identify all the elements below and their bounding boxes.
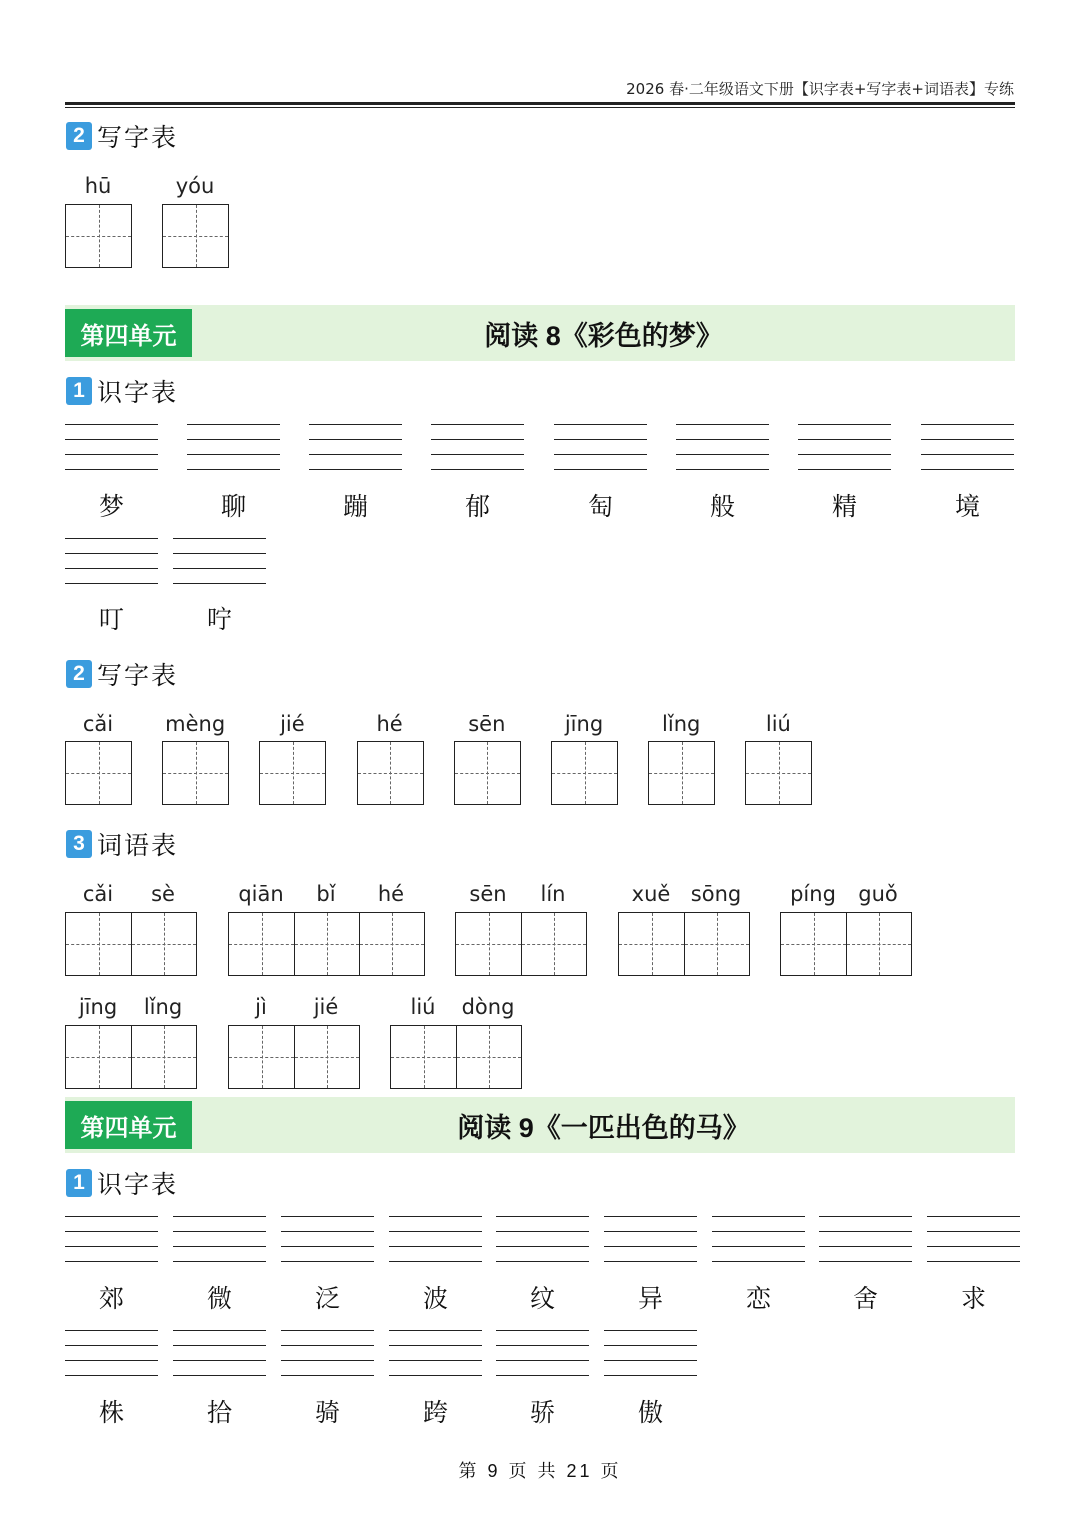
- pinyin-writing-lines[interactable]: [309, 424, 402, 470]
- pinyin-writing-lines[interactable]: [927, 1216, 1020, 1262]
- pinyin-label: jié: [313, 995, 339, 1019]
- recognize-char: 波: [422, 1284, 448, 1313]
- page-number: 第 9 页 共 21 页: [458, 1461, 622, 1481]
- recognize-char: 郁: [464, 492, 490, 521]
- recognize-char: 梦: [98, 492, 124, 521]
- section-heading-write-8: [66, 658, 178, 690]
- section-title: 写字表: [97, 661, 179, 690]
- pinyin-writing-lines[interactable]: [496, 1216, 589, 1262]
- pinyin-writing-lines[interactable]: [65, 424, 158, 470]
- section-number: 2: [66, 660, 92, 688]
- section-number: 1: [66, 377, 92, 405]
- recognize-char: 异: [637, 1284, 663, 1313]
- pinyin-label: liú: [765, 712, 791, 736]
- recognize-char: 般: [709, 492, 735, 521]
- writing-grid[interactable]: [65, 912, 197, 976]
- recognize-char: 求: [960, 1284, 986, 1313]
- recognize-char: 舍: [852, 1284, 878, 1313]
- recognize-char: 匋: [587, 492, 613, 521]
- pinyin-label: jì: [255, 995, 267, 1019]
- writing-grid[interactable]: [454, 741, 521, 805]
- pinyin-label: sè: [151, 882, 175, 906]
- pinyin-label: sēn: [469, 882, 507, 906]
- pinyin-writing-lines[interactable]: [173, 1330, 266, 1376]
- pinyin-label: cǎi: [82, 882, 114, 906]
- section-heading-recognize-9: [66, 1167, 178, 1199]
- unit-tag: 第四单元: [65, 1101, 192, 1149]
- section-title: 写字表: [97, 123, 179, 152]
- pinyin-writing-lines[interactable]: [604, 1330, 697, 1376]
- pinyin-writing-lines[interactable]: [798, 424, 891, 470]
- pinyin-writing-lines[interactable]: [676, 424, 769, 470]
- section-number: 2: [66, 122, 92, 150]
- writing-grid[interactable]: [780, 912, 912, 976]
- pinyin-label: jié: [280, 712, 305, 736]
- writing-grid[interactable]: [228, 1025, 360, 1089]
- pinyin-writing-lines[interactable]: [604, 1216, 697, 1262]
- section-number: 3: [66, 830, 92, 858]
- pinyin-writing-lines[interactable]: [65, 1330, 158, 1376]
- pinyin-label: cǎi: [82, 712, 114, 736]
- recognize-char: 咛: [206, 605, 232, 634]
- section-heading-words-8: [66, 828, 178, 860]
- recognize-char: 骄: [529, 1398, 555, 1427]
- section-heading-write-top: [66, 120, 178, 152]
- unit-tag: 第四单元: [65, 309, 192, 357]
- pinyin-label: lǐng: [662, 712, 701, 736]
- pinyin-label: mèng: [165, 712, 226, 736]
- writing-grid[interactable]: [162, 741, 229, 805]
- writing-grid[interactable]: [745, 741, 812, 805]
- pinyin-label: hé: [377, 882, 405, 906]
- recognize-char: 郊: [98, 1284, 124, 1313]
- pinyin-label: lǐng: [143, 995, 183, 1019]
- recognize-char: 微: [206, 1284, 232, 1313]
- pinyin-label: jīng: [564, 712, 604, 736]
- pinyin-writing-lines[interactable]: [496, 1330, 589, 1376]
- recognize-char: 傲: [637, 1398, 663, 1427]
- lesson-title: 阅读 8《彩色的梦》: [484, 320, 723, 351]
- pinyin-label: dòng: [461, 995, 515, 1019]
- section-heading-recognize-8: [66, 375, 178, 407]
- pinyin-writing-lines[interactable]: [173, 538, 266, 584]
- pinyin-writing-lines[interactable]: [554, 424, 647, 470]
- pinyin-writing-lines[interactable]: [712, 1216, 805, 1262]
- pinyin-label: qiān: [238, 882, 284, 906]
- pinyin-writing-lines[interactable]: [431, 424, 524, 470]
- lesson-banner-8: [65, 305, 1015, 361]
- pinyin-label: sēn: [468, 712, 506, 736]
- pinyin-writing-lines[interactable]: [281, 1330, 374, 1376]
- writing-grid[interactable]: [357, 741, 424, 805]
- writing-grid[interactable]: [390, 1025, 522, 1089]
- section-title: 识字表: [97, 1170, 179, 1199]
- writing-grid[interactable]: [65, 204, 132, 268]
- pinyin-writing-lines[interactable]: [389, 1216, 482, 1262]
- pinyin-label: bǐ: [316, 882, 336, 906]
- pinyin-label: liú: [410, 995, 436, 1019]
- pinyin-writing-lines[interactable]: [65, 538, 158, 584]
- document-header: 2026 春·二年级语文下册【识字表+写字表+词语表】专练: [626, 80, 1014, 98]
- recognize-char: 跨: [422, 1398, 448, 1427]
- section-number: 1: [66, 1169, 92, 1197]
- pinyin-label: guǒ: [858, 882, 898, 906]
- pinyin-writing-lines[interactable]: [389, 1330, 482, 1376]
- writing-grid[interactable]: [65, 741, 132, 805]
- writing-grid[interactable]: [551, 741, 618, 805]
- pinyin-writing-lines[interactable]: [819, 1216, 912, 1262]
- pinyin-writing-lines[interactable]: [921, 424, 1014, 470]
- recognize-char: 骑: [314, 1398, 340, 1427]
- writing-grid[interactable]: [259, 741, 326, 805]
- pinyin-writing-lines[interactable]: [173, 1216, 266, 1262]
- writing-grid[interactable]: [162, 204, 229, 268]
- recognize-char: 恋: [745, 1284, 771, 1313]
- writing-grid[interactable]: [618, 912, 750, 976]
- pinyin-writing-lines[interactable]: [187, 424, 280, 470]
- pinyin-writing-lines[interactable]: [65, 1216, 158, 1262]
- recognize-char: 拾: [206, 1398, 232, 1427]
- pinyin-label: yóu: [175, 174, 215, 198]
- writing-grid[interactable]: [648, 741, 715, 805]
- pinyin-label: sōng: [690, 882, 742, 906]
- recognize-char: 株: [98, 1398, 124, 1427]
- header-rule-thin: [65, 107, 1015, 108]
- section-title: 词语表: [97, 831, 179, 860]
- pinyin-label: lín: [540, 882, 566, 906]
- recognize-char: 泛: [314, 1284, 340, 1313]
- pinyin-label: jīng: [78, 995, 118, 1019]
- recognize-char: 纹: [529, 1284, 555, 1313]
- pinyin-label: hū: [84, 174, 112, 198]
- pinyin-label: xuě: [631, 882, 671, 906]
- pinyin-writing-lines[interactable]: [281, 1216, 374, 1262]
- lesson-title: 阅读 9《一匹出色的马》: [457, 1112, 750, 1143]
- pinyin-label: píng: [790, 882, 836, 906]
- section-title: 识字表: [97, 378, 179, 407]
- recognize-char: 精: [831, 492, 857, 521]
- pinyin-label: hé: [376, 712, 403, 736]
- header-rule: [65, 102, 1015, 105]
- writing-grid[interactable]: [65, 1025, 197, 1089]
- writing-grid[interactable]: [455, 912, 587, 976]
- writing-grid[interactable]: [228, 912, 425, 976]
- recognize-char: 蹦: [342, 492, 368, 521]
- lesson-banner-9: [65, 1097, 1015, 1153]
- recognize-char: 聊: [220, 492, 246, 521]
- recognize-char: 境: [954, 492, 980, 521]
- recognize-char: 叮: [98, 605, 124, 634]
